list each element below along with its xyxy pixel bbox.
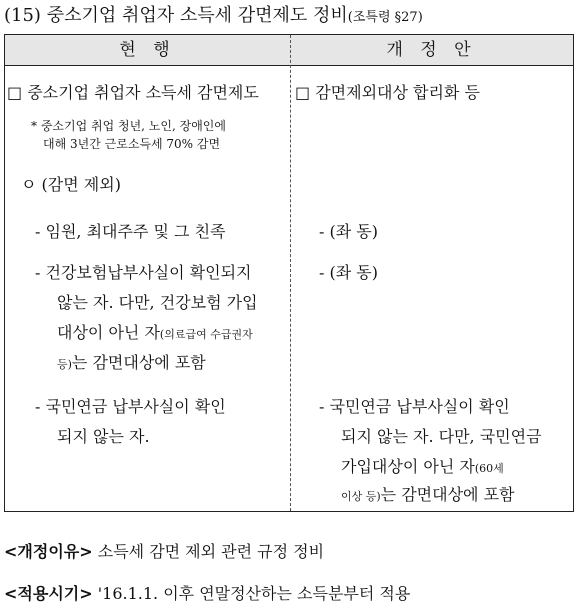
current-item-pension-line2: 되지 않는 자.	[57, 427, 150, 446]
header-current: 현 행	[119, 40, 176, 60]
column-divider	[290, 35, 291, 511]
revised-pension-line4-small: 이상 등)	[341, 490, 381, 503]
current-exclusion-heading: ㅇ (감면 제외)	[21, 175, 121, 194]
revised-pension-line3-small: (60세	[474, 462, 504, 475]
revised-item-pension-line3	[341, 453, 504, 482]
current-health-line4-main: 는 감면대상에 포함	[71, 353, 206, 372]
current-health-line3-small: (의료급여 수급권자	[159, 328, 253, 341]
table-header-row	[5, 35, 573, 66]
current-heading: □ 중소기업 취업자 소득세 감면제도	[7, 83, 259, 102]
revised-pension-line3-main: 가입대상이 아닌 자	[341, 457, 475, 476]
comparison-table	[4, 34, 574, 512]
current-item-pension-line1: - 국민연금 납부사실이 확인	[35, 397, 226, 416]
effective-date-label: <적용시기>	[4, 584, 93, 603]
header-revised: 개 정 안	[386, 40, 477, 60]
current-item-executives: - 임원, 최대주주 및 그 친족	[35, 222, 226, 241]
current-item-health-line3	[57, 319, 253, 348]
revised-pension-line4-main: 는 감면대상에 포함	[380, 485, 515, 504]
revised-item-pension-line4	[341, 481, 515, 510]
current-item-health-line2: 않는 자. 다만, 건강보험 가입	[57, 293, 258, 312]
current-item-health-line4	[57, 349, 206, 378]
amendment-reason	[4, 540, 324, 564]
section-law-reference: (조특령 §27)	[347, 10, 423, 25]
revised-item-same-1: - (좌 동)	[319, 222, 378, 241]
section-title-text: 중소기업 취업자 소득세 감면제도 정비	[46, 5, 348, 26]
revised-item-pension-line1: - 국민연금 납부사실이 확인	[319, 397, 510, 416]
amendment-reason-text: 소득세 감면 제외 관련 규정 정비	[97, 542, 325, 561]
amendment-reason-label: <개정이유>	[4, 542, 93, 561]
current-note-line2: 대해 3년간 근로소득세 70% 감면	[43, 137, 221, 151]
revised-item-same-2: - (좌 동)	[319, 263, 378, 282]
current-item-health-line1: - 건강보험납부사실이 확인되지	[35, 263, 252, 282]
revised-heading: □ 감면제외대상 합리화 등	[295, 83, 480, 102]
revised-item-pension-line2: 되지 않는 자. 다만, 국민연금	[341, 427, 542, 446]
section-number: (15)	[4, 5, 41, 26]
current-note-line1: * 중소기업 취업 청년, 노인, 장애인에	[31, 119, 226, 133]
section-title	[4, 4, 576, 30]
effective-date-text: '16.1.1. 이후 연말정산하는 소득분부터 적용	[97, 584, 411, 603]
current-health-line3-main: 대상이 아닌 자	[57, 323, 160, 342]
effective-date	[4, 582, 410, 606]
current-health-line4-small: 등)	[57, 358, 72, 371]
